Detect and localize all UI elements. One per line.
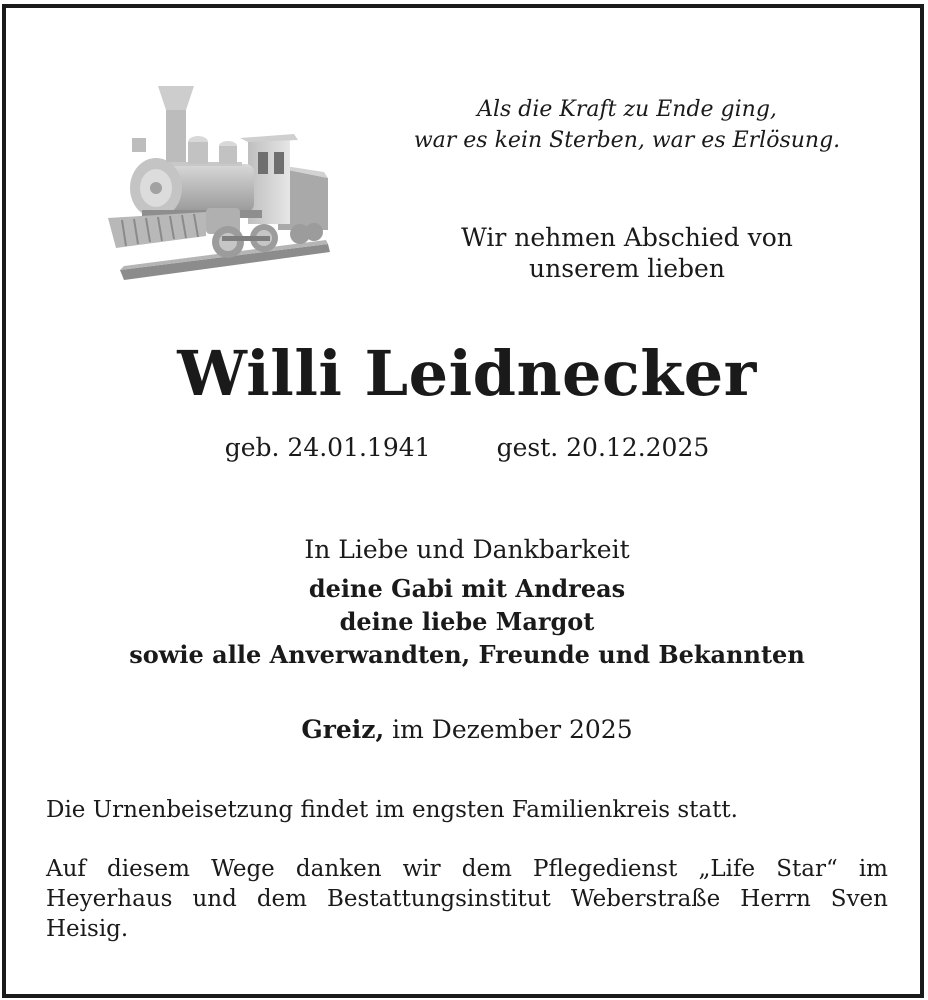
life-dates	[6, 428, 924, 468]
mourners-list	[6, 572, 924, 671]
burial-notice: Die Urnenbeisetzung findet im engsten Familienkreis statt.	[46, 797, 738, 823]
place-city: Greiz,	[301, 715, 385, 744]
farewell-line-1: Wir nehmen Abschied von	[461, 223, 793, 252]
mourner-line-3: sowie alle Anverwandten, Freunde und Bekannten	[129, 640, 805, 669]
farewell-line-2: unserem lieben	[529, 254, 725, 283]
thanks-note: Auf diesem Wege danken wir dem Pflegedienst „Life Star“ im Heyerhaus und dem Bestattungsinstitut Weberstraße Herrn Sven Heisig.	[46, 856, 888, 942]
motto-line-1: Als die Kraft zu Ende ging,	[477, 97, 777, 122]
obituary-frame	[2, 4, 924, 998]
birth-date: geb. 24.01.1941	[224, 433, 431, 462]
place-and-date	[6, 710, 924, 750]
motto-line-2: war es kein Sterben, war es Erlösung.	[413, 128, 841, 153]
farewell-intro	[398, 222, 856, 284]
motto-verse	[398, 94, 856, 156]
place-date: im Dezember 2025	[384, 715, 633, 744]
mourner-line-2: deine liebe Margot	[339, 607, 595, 636]
mourners-lead: In Liebe und Dankbarkeit	[304, 535, 630, 564]
deceased-name: Willi Leidnecker	[177, 337, 757, 410]
steam-locomotive-icon	[102, 80, 334, 286]
mourner-line-1: deine Gabi mit Andreas	[308, 574, 626, 603]
death-date: gest. 20.12.2025	[496, 433, 710, 462]
